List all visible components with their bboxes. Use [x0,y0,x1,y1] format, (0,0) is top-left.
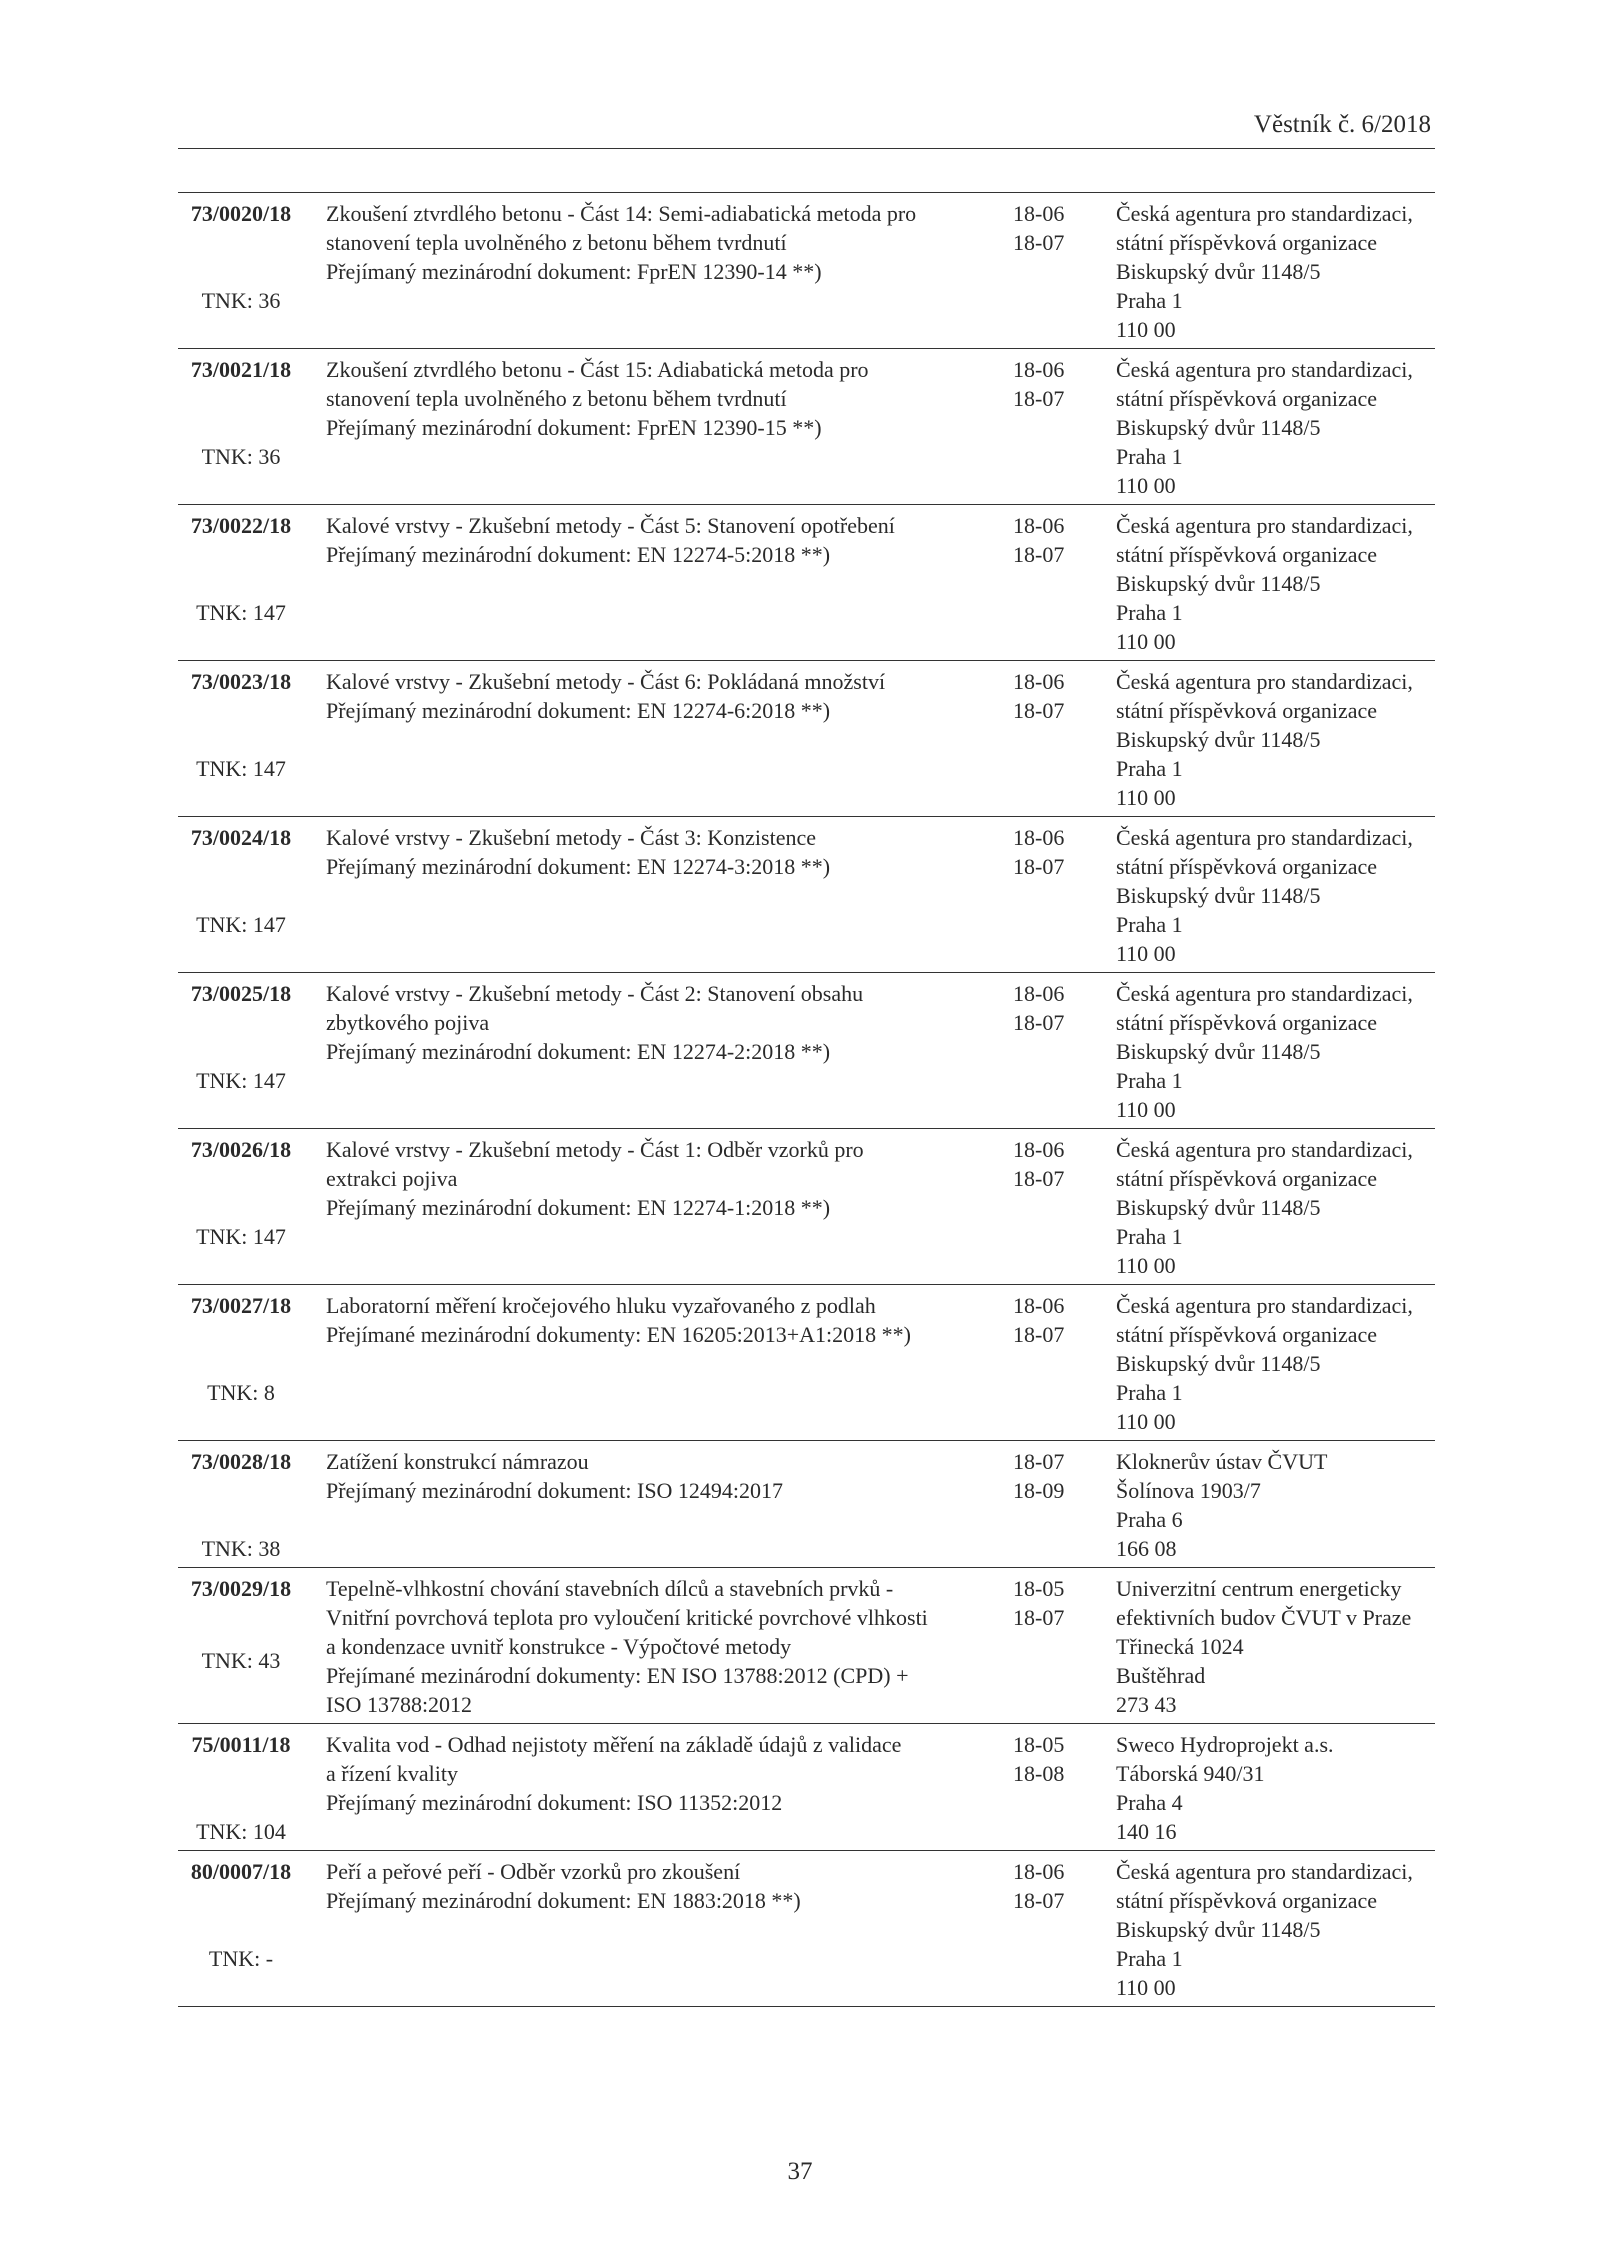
dates-column [1013,199,1093,257]
title-line: Zatížení konstrukcí námrazou [326,1449,589,1474]
standard-code: 73/0020/18 [190,201,292,226]
standard-code: 75/0011/18 [191,1732,291,1757]
address-line: Česká agentura pro standardizaci, [1116,1137,1413,1162]
tnk-number: TNK: 36 [201,288,281,313]
date-value: 18-06 [1013,357,1065,382]
address-line: státní příspěvková organizace [1116,230,1378,255]
standard-code: 73/0022/18 [190,513,292,538]
standard-title [326,355,1006,442]
title-line: Kalové vrstvy - Zkušební metody - Část 3: Konzistence [326,825,817,850]
dates-column [1013,1574,1093,1632]
address-line: 110 00 [1116,317,1176,342]
date-value: 18-06 [1013,201,1065,226]
processor-address [1116,1857,1436,2002]
row-identifier [178,355,304,469]
standard-title [326,667,1006,725]
table-row [178,973,1435,1129]
row-identifier [178,1730,304,1844]
address-line: 110 00 [1116,785,1176,810]
title-line: Přejímaný mezinárodní dokument: EN 12274-1:2018 **) [326,1195,831,1220]
date-value: 18-07 [1013,386,1065,411]
address-line: Biskupský dvůr 1148/5 [1116,727,1321,752]
standard-title [326,1857,1006,1915]
dates-column [1013,511,1093,569]
title-line: ISO 13788:2012 [326,1692,473,1717]
address-line: 110 00 [1116,1097,1176,1122]
title-line: Kvalita vod - Odhad nejistoty měření na základě údajů z validace [326,1732,902,1757]
tnk-number: TNK: 43 [201,1648,281,1673]
standard-code: 80/0007/18 [190,1859,292,1884]
address-line: Česká agentura pro standardizaci, [1116,201,1413,226]
address-line: Česká agentura pro standardizaci, [1116,357,1413,382]
address-line: státní příspěvková organizace [1116,854,1378,879]
address-line: Sweco Hydroprojekt a.s. [1116,1732,1334,1757]
date-value: 18-08 [1013,1761,1065,1786]
table-row [178,1724,1435,1851]
date-value: 18-06 [1013,669,1065,694]
title-line: Vnitřní povrchová teplota pro vyloučení kritické povrchové vlhkosti [326,1605,928,1630]
address-line: Třinecká 1024 [1116,1634,1244,1659]
date-value: 18-07 [1013,542,1065,567]
address-line: státní příspěvková organizace [1116,386,1378,411]
address-line: Biskupský dvůr 1148/5 [1116,1917,1321,1942]
standard-title [326,1574,1006,1719]
tnk-number: TNK: 147 [196,600,286,625]
processor-address [1116,979,1436,1124]
address-line: Biskupský dvůr 1148/5 [1116,415,1321,440]
date-value: 18-05 [1013,1576,1065,1601]
address-line: státní příspěvková organizace [1116,542,1378,567]
table-row [178,1851,1435,2007]
standard-title [326,1730,1006,1817]
date-value: 18-06 [1013,1137,1065,1162]
address-line: Táborská 940/31 [1116,1761,1265,1786]
standard-code: 73/0027/18 [190,1293,292,1318]
dates-column [1013,979,1093,1037]
address-line: Biskupský dvůr 1148/5 [1116,1195,1321,1220]
title-line: Kalové vrstvy - Zkušební metody - Část 2: Stanovení obsahu [326,981,864,1006]
address-line: Česká agentura pro standardizaci, [1116,1293,1413,1318]
title-line: Zkoušení ztvrdlého betonu - Část 14: Semi-adiabatická metoda pro [326,201,917,226]
dates-column [1013,823,1093,881]
standard-code: 73/0021/18 [190,357,292,382]
dates-column [1013,1291,1093,1349]
processor-address [1116,199,1436,344]
tnk-number: TNK: 147 [196,1224,286,1249]
title-line: Přejímaný mezinárodní dokument: FprEN 12390-14 **) [326,259,822,284]
address-line: Česká agentura pro standardizaci, [1116,1859,1413,1884]
date-value: 18-06 [1013,1293,1065,1318]
address-line: Praha 1 [1116,756,1183,781]
title-line: a řízení kvality [326,1761,458,1786]
standard-code: 73/0025/18 [190,981,292,1006]
dates-column [1013,667,1093,725]
page-number: 37 [787,2158,813,2185]
standard-title [326,511,1006,569]
address-line: státní příspěvková organizace [1116,1166,1378,1191]
title-line: a kondenzace uvnitř konstrukce - Výpočtové metody [326,1634,792,1659]
address-line: 110 00 [1116,1409,1176,1434]
address-line: státní příspěvková organizace [1116,1888,1378,1913]
row-identifier [178,1574,304,1673]
tnk-number: TNK: 147 [196,756,286,781]
address-line: Praha 1 [1116,444,1183,469]
address-line: Šolínova 1903/7 [1116,1478,1261,1503]
tnk-number: TNK: 36 [201,444,281,469]
standards-table [178,192,1435,2007]
address-line: státní příspěvková organizace [1116,698,1378,723]
title-line: extrakci pojiva [326,1166,458,1191]
address-line: Univerzitní centrum energeticky [1116,1576,1402,1601]
title-line: Kalové vrstvy - Zkušební metody - Část 1: Odběr vzorků pro [326,1137,864,1162]
address-line: Praha 1 [1116,1946,1183,1971]
row-identifier [178,511,304,625]
date-value: 18-05 [1013,1732,1065,1757]
address-line: Česká agentura pro standardizaci, [1116,513,1413,538]
address-line: 140 16 [1116,1819,1177,1844]
tnk-number: TNK: 8 [207,1380,275,1405]
address-line: Praha 1 [1116,1224,1183,1249]
dates-column [1013,1857,1093,1915]
address-line: Česká agentura pro standardizaci, [1116,981,1413,1006]
standard-code: 73/0029/18 [190,1576,292,1601]
title-line: Přejímaný mezinárodní dokument: EN 12274-3:2018 **) [326,854,831,879]
address-line: Česká agentura pro standardizaci, [1116,825,1413,850]
title-line: Přejímaný mezinárodní dokument: ISO 12494:2017 [326,1478,784,1503]
row-identifier [178,1447,304,1561]
address-line: 166 08 [1116,1536,1177,1561]
table-row [178,349,1435,505]
title-line: Přejímaný mezinárodní dokument: EN 1883:2018 **) [326,1888,801,1913]
date-value: 18-06 [1013,513,1065,538]
title-line: Kalové vrstvy - Zkušební metody - Část 5: Stanovení opotřebení [326,513,895,538]
title-line: Přejímané mezinárodní dokumenty: EN ISO 13788:2012 (CPD) + [326,1663,909,1688]
title-line: Tepelně-vlhkostní chování stavebních dílců a stavebních prvků - [326,1576,894,1601]
tnk-number: TNK: 38 [201,1536,281,1561]
row-identifier [178,667,304,781]
address-line: Praha 4 [1116,1790,1183,1815]
address-line: 273 43 [1116,1692,1177,1717]
address-line: státní příspěvková organizace [1116,1322,1378,1347]
title-line: Kalové vrstvy - Zkušební metody - Část 6: Pokládaná množství [326,669,886,694]
address-line: Praha 1 [1116,288,1183,313]
tnk-number: TNK: 147 [196,912,286,937]
processor-address [1116,1447,1436,1563]
table-row [178,817,1435,973]
processor-address [1116,1574,1436,1719]
row-identifier [178,1857,304,1971]
tnk-number: TNK: 147 [196,1068,286,1093]
date-value: 18-07 [1013,1010,1065,1035]
table-row [178,193,1435,349]
standard-title [326,199,1006,286]
date-value: 18-07 [1013,1888,1065,1913]
address-line: 110 00 [1116,473,1176,498]
table-row [178,1441,1435,1568]
date-value: 18-07 [1013,1166,1065,1191]
date-value: 18-06 [1013,825,1065,850]
address-line: Biskupský dvůr 1148/5 [1116,1351,1321,1376]
standard-title [326,823,1006,881]
processor-address [1116,355,1436,500]
standard-title [326,1447,1006,1505]
address-line: Biskupský dvůr 1148/5 [1116,883,1321,908]
title-line: stanovení tepla uvolněného z betonu během tvrdnutí [326,230,787,255]
address-line: Praha 6 [1116,1507,1183,1532]
date-value: 18-07 [1013,1322,1065,1347]
dates-column [1013,1730,1093,1788]
standard-code: 73/0026/18 [190,1137,292,1162]
standard-code: 73/0023/18 [190,669,292,694]
standard-title [326,1291,1006,1349]
title-line: Přejímaný mezinárodní dokument: EN 12274-5:2018 **) [326,542,831,567]
dates-column [1013,1135,1093,1193]
row-identifier [178,823,304,937]
processor-address [1116,1730,1436,1846]
address-line: Praha 1 [1116,600,1183,625]
title-line: Zkoušení ztvrdlého betonu - Část 15: Adiabatická metoda pro [326,357,869,382]
row-identifier [178,199,304,313]
standard-title [326,979,1006,1066]
title-line: Laboratorní měření kročejového hluku vyzařovaného z podlah [326,1293,876,1318]
row-identifier [178,979,304,1093]
address-line: Buštěhrad [1116,1663,1206,1688]
date-value: 18-07 [1013,698,1065,723]
standard-code: 73/0028/18 [190,1449,292,1474]
address-line: Biskupský dvůr 1148/5 [1116,1039,1321,1064]
processor-address [1116,823,1436,968]
title-line: Přejímaný mezinárodní dokument: FprEN 12390-15 **) [326,415,822,440]
address-line: 110 00 [1116,941,1176,966]
processor-address [1116,511,1436,656]
processor-address [1116,1135,1436,1280]
address-line: Biskupský dvůr 1148/5 [1116,259,1321,284]
title-line: zbytkového pojiva [326,1010,490,1035]
title-line: Přejímaný mezinárodní dokument: ISO 11352:2012 [326,1790,783,1815]
date-value: 18-06 [1013,1859,1065,1884]
processor-address [1116,667,1436,812]
table-row [178,505,1435,661]
page-header [178,108,1435,149]
address-line: Praha 1 [1116,912,1183,937]
dates-column [1013,1447,1093,1505]
address-line: efektivních budov ČVUT v Praze [1116,1605,1412,1630]
date-value: 18-07 [1013,1605,1065,1630]
address-line: 110 00 [1116,629,1176,654]
date-value: 18-07 [1013,1449,1065,1474]
title-line: Přejímaný mezinárodní dokument: EN 12274-2:2018 **) [326,1039,831,1064]
title-line: stanovení tepla uvolněného z betonu během tvrdnutí [326,386,787,411]
address-line: Biskupský dvůr 1148/5 [1116,571,1321,596]
tnk-number: TNK: 104 [196,1819,286,1844]
address-line: státní příspěvková organizace [1116,1010,1378,1035]
date-value: 18-07 [1013,854,1065,879]
date-value: 18-09 [1013,1478,1065,1503]
processor-address [1116,1291,1436,1436]
table-row [178,1129,1435,1285]
address-line: Kloknerův ústav ČVUT [1116,1449,1328,1474]
table-row [178,1568,1435,1724]
table-row [178,661,1435,817]
journal-title: Věstník č. 6/2018 [1253,111,1431,138]
title-line: Peří a peřové peří - Odběr vzorků pro zkoušení [326,1859,741,1884]
date-value: 18-07 [1013,230,1065,255]
address-line: 110 00 [1116,1253,1176,1278]
standard-code: 73/0024/18 [190,825,292,850]
address-line: Česká agentura pro standardizaci, [1116,669,1413,694]
tnk-number: TNK: - [208,1946,274,1971]
title-line: Přejímaný mezinárodní dokument: EN 12274-6:2018 **) [326,698,831,723]
row-identifier [178,1291,304,1405]
address-line: Praha 1 [1116,1380,1183,1405]
dates-column [1013,355,1093,413]
standard-title [326,1135,1006,1222]
address-line: 110 00 [1116,1975,1176,2000]
title-line: Přejímané mezinárodní dokumenty: EN 16205:2013+A1:2018 **) [326,1322,911,1347]
table-row [178,1285,1435,1441]
address-line: Praha 1 [1116,1068,1183,1093]
date-value: 18-06 [1013,981,1065,1006]
row-identifier [178,1135,304,1249]
